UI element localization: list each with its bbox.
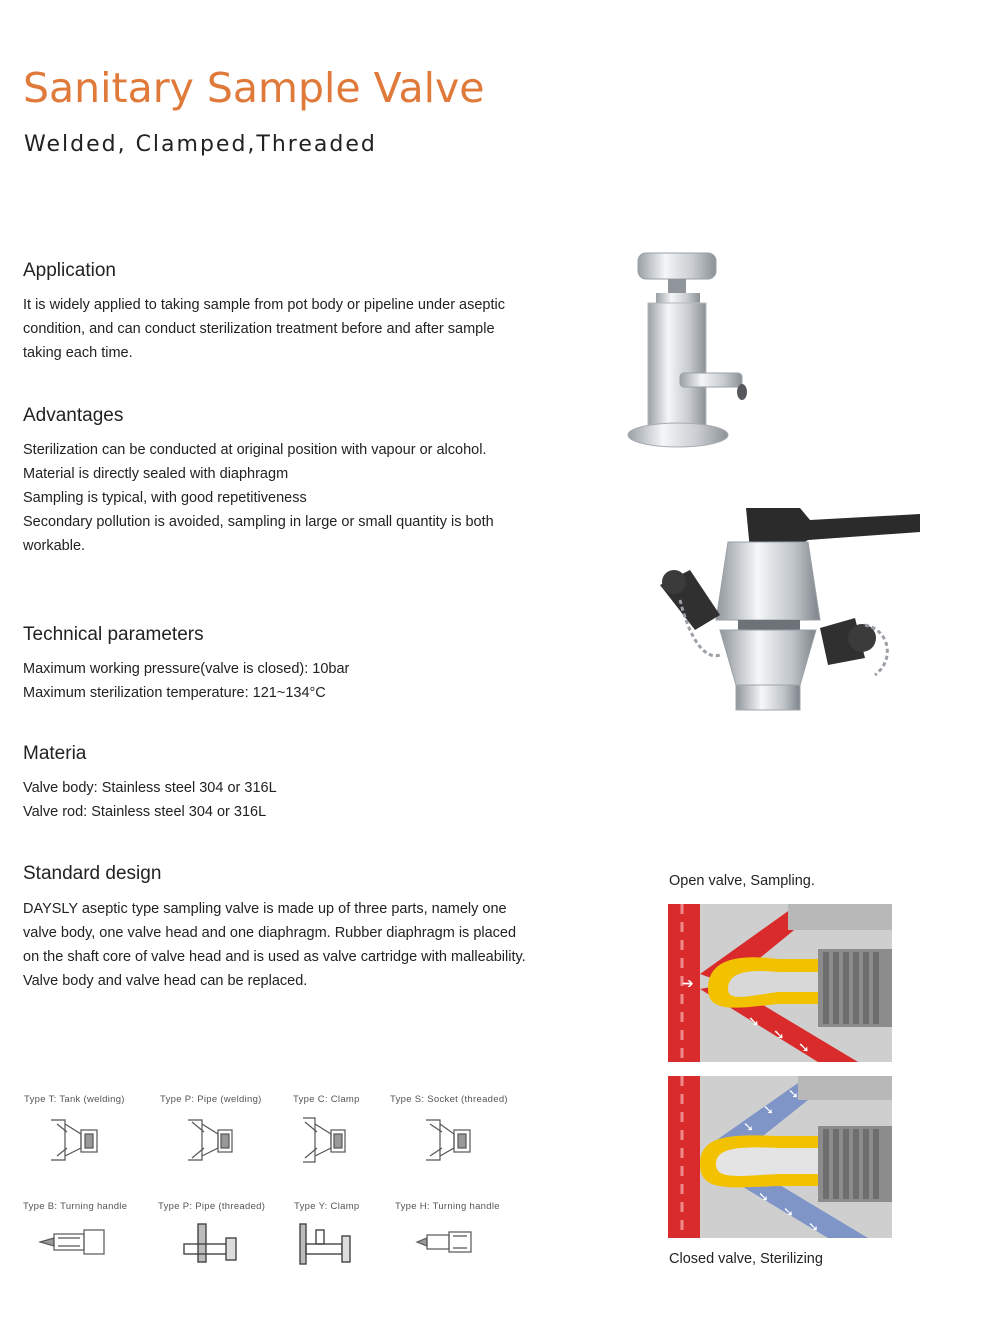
- application-heading: Application: [23, 260, 116, 281]
- valve-y-clamp-icon: [296, 1218, 366, 1278]
- advantages-line: Sampling is typical, with good repetitiveness: [23, 490, 307, 506]
- valve-h-turning-handle-icon: [415, 1222, 485, 1282]
- application-text: [23, 293, 503, 365]
- technical-text: [23, 657, 503, 705]
- closed-valve-caption: Closed valve, Sterilizing: [669, 1251, 823, 1267]
- open-valve-diagram: [668, 904, 892, 1062]
- advantages-line: Sterilization can be conducted at original position with vapour or alcohol.: [23, 442, 487, 458]
- type-label: Type P: Pipe (welding): [160, 1094, 262, 1105]
- sample-valve-photo: [620, 245, 760, 455]
- technical-heading: Technical parameters: [23, 624, 204, 645]
- type-label: Type P: Pipe (threaded): [158, 1201, 266, 1212]
- type-label: Type H: Turning handle: [395, 1201, 500, 1212]
- application-line: condition, and can conduct sterilization treatment before and after sample: [23, 321, 495, 337]
- standard-design-heading: Standard design: [23, 863, 162, 884]
- svg-text:➘: ➘: [808, 1219, 819, 1234]
- application-line: taking each time.: [23, 345, 133, 361]
- type-label: Type B: Turning handle: [23, 1201, 128, 1212]
- type-label: Type T: Tank (welding): [24, 1094, 125, 1105]
- page-subtitle: Welded, Clamped,Threaded: [24, 132, 377, 157]
- advantages-text: [23, 438, 503, 558]
- materia-line: Valve body: Stainless steel 304 or 316L: [23, 780, 277, 796]
- valve-pipe-welding-icon: [180, 1110, 250, 1170]
- valve-turning-handle-icon: [38, 1222, 108, 1282]
- standard-design-line: valve body, one valve head and one diaphragm. Rubber diaphragm is placed: [23, 925, 517, 941]
- closed-valve-diagram: [668, 1076, 892, 1238]
- standard-design-line: on the shaft core of valve head and is used as valve cartridge with malleability.: [23, 949, 526, 965]
- advantages-line: Material is directly sealed with diaphragm: [23, 466, 289, 482]
- valve-tank-welding-icon: [45, 1110, 115, 1170]
- materia-heading: Materia: [23, 743, 87, 764]
- type-label: Type S: Socket (threaded): [390, 1094, 508, 1105]
- svg-text:➘: ➘: [798, 1039, 810, 1055]
- advantages-line: workable.: [23, 538, 86, 554]
- type-label: Type Y: Clamp: [294, 1201, 360, 1212]
- svg-text:➘: ➘: [743, 1119, 754, 1134]
- type-label: Type C: Clamp: [293, 1094, 360, 1105]
- svg-text:➘: ➘: [748, 1013, 760, 1029]
- svg-text:➘: ➘: [783, 1204, 794, 1219]
- valve-socket-threaded-icon: [420, 1110, 490, 1170]
- page-title: Sanitary Sample Valve: [23, 64, 485, 112]
- svg-text:➔: ➔: [682, 975, 694, 991]
- standard-design-line: DAYSLY aseptic type sampling valve is made up of three parts, namely one: [23, 901, 507, 917]
- technical-line: Maximum sterilization temperature: 121~134°C: [23, 685, 326, 701]
- svg-text:➘: ➘: [788, 1086, 799, 1101]
- svg-text:➘: ➘: [773, 1026, 785, 1042]
- svg-text:➘: ➘: [758, 1189, 769, 1204]
- materia-text: [23, 776, 503, 824]
- standard-design-line: Valve body and valve head can be replaced.: [23, 973, 308, 989]
- materia-line: Valve rod: Stainless steel 304 or 316L: [23, 804, 267, 820]
- valve-clamp-icon: [295, 1110, 365, 1170]
- standard-design-text: [23, 897, 526, 993]
- application-line: It is widely applied to taking sample from pot body or pipeline under aseptic: [23, 297, 505, 313]
- aseptic-valve-photo: [650, 500, 925, 720]
- advantages-heading: Advantages: [23, 405, 124, 426]
- valve-pipe-threaded-icon: [180, 1218, 250, 1278]
- technical-line: Maximum working pressure(valve is closed): 10bar: [23, 661, 350, 677]
- open-valve-caption: Open valve, Sampling.: [669, 873, 815, 889]
- svg-text:➘: ➘: [763, 1102, 774, 1117]
- advantages-line: Secondary pollution is avoided, sampling in large or small quantity is both: [23, 514, 494, 530]
